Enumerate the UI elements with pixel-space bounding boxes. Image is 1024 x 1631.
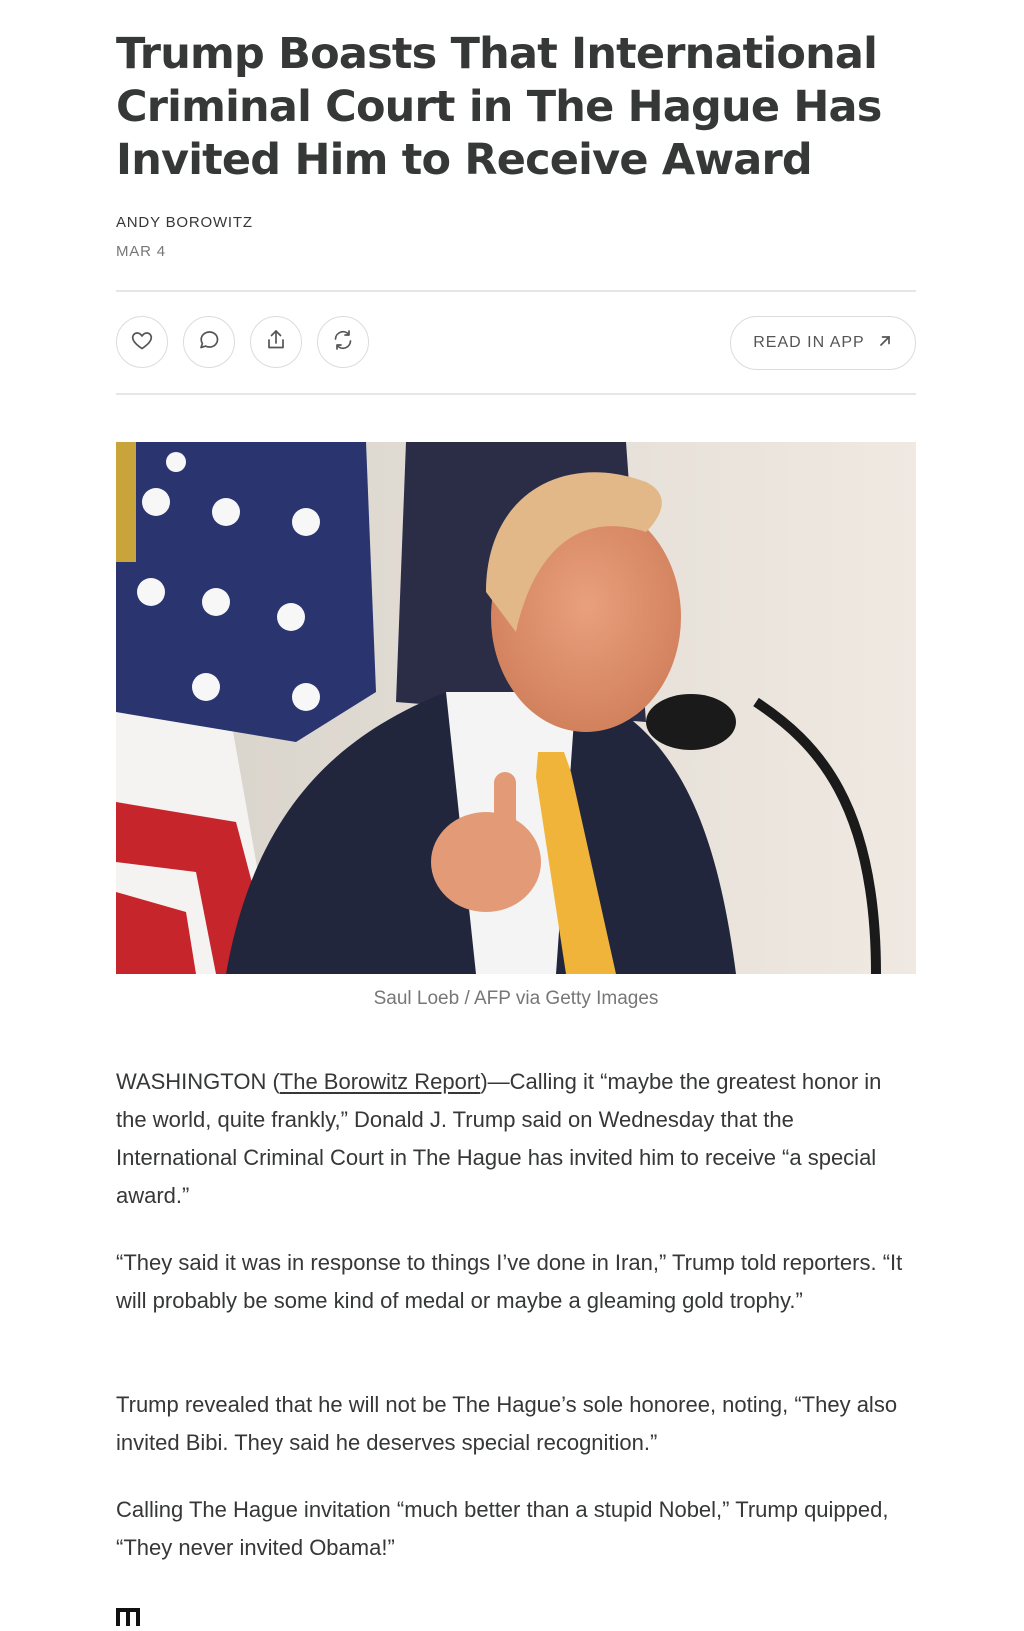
comment-icon: [197, 328, 221, 357]
action-bar: [116, 316, 916, 372]
share-button[interactable]: [250, 316, 302, 368]
publication-logo-icon: [116, 1608, 140, 1626]
paragraph-3: Trump revealed that he will not be The Hague’s sole honoree, noting, “They also invited Bibi. They said he deserves special recognition.”: [116, 1392, 898, 1455]
image-caption: Saul Loeb / AFP via Getty Images: [373, 988, 659, 1009]
paragraph-4: Calling The Hague invitation “much better than a stupid Nobel,” Trump quipped, “They never invited Obama!”: [116, 1497, 889, 1560]
article-title: Trump Boasts That International Criminal Court in The Hague Has Invited Him to Receive Award: [116, 29, 882, 185]
divider-top: [116, 290, 916, 292]
read-in-app-label: READ IN APP: [753, 334, 865, 351]
paragraph-1: [116, 1063, 916, 1215]
heart-icon: [130, 328, 154, 357]
restack-icon: [331, 328, 355, 357]
share-icon: [264, 328, 288, 357]
like-button[interactable]: [116, 316, 168, 368]
dateline-text: WASHINGTON (: [116, 1069, 280, 1094]
read-in-app-button[interactable]: [730, 316, 916, 370]
hero-image[interactable]: [116, 442, 916, 974]
divider-bottom: [116, 393, 916, 395]
paragraph-1-text: )—Calling it “maybe the greatest honor in the world, quite frankly,” Donald J. Trump said on Wednesday that the International Criminal Court in The Hague has invited him to receive “a special award.”: [116, 1069, 882, 1208]
borowitz-report-link[interactable]: The Borowitz Report: [279, 1069, 481, 1094]
comment-button[interactable]: [183, 316, 235, 368]
paragraph-2: “They said it was in response to things I’ve done in Iran,” Trump told reporters. “It will probably be some kind of medal or maybe a gleaming gold trophy.”: [116, 1250, 903, 1313]
author-name[interactable]: ANDY BOROWITZ: [116, 214, 253, 231]
arrow-up-right-icon: [877, 333, 893, 354]
publish-date: MAR 4: [116, 243, 166, 260]
restack-button[interactable]: [317, 316, 369, 368]
